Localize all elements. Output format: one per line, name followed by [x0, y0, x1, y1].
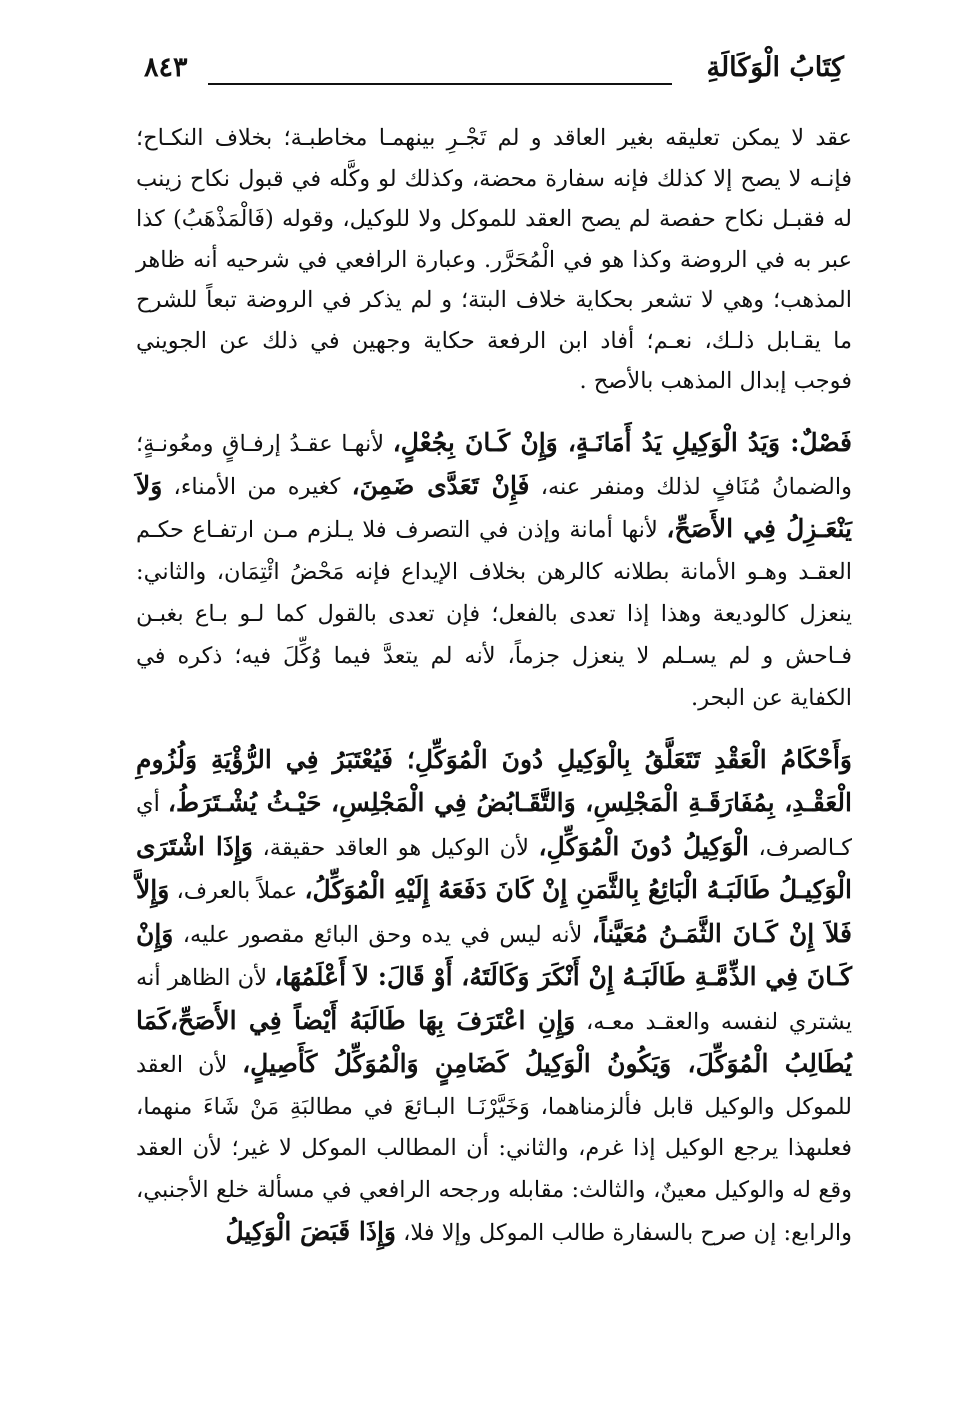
matn-text: وَإِلاَّ فَلاَ إِنْ كَـانَ الثَّمَـنُ مُعَيَّناً، [136, 875, 852, 948]
commentary-text: لأنه ليس في يده وحق البائع مقصور عليه، [173, 921, 592, 948]
commentary-text: عملاً بالعرف، [169, 878, 305, 904]
running-title: كِتَابُ الْوَكَالَةِ [706, 52, 844, 83]
matn-text: الْوَكِيلُ دُونَ الْمُوَكِّلِ، [538, 831, 749, 861]
body-text [136, 118, 852, 1255]
running-header [144, 50, 844, 90]
paragraph-3 [136, 739, 852, 1255]
matn-text: وَلاَ يَنْعَـزِلُ فِي الأَصَحِّ، [136, 470, 852, 543]
matn-text: وَإِذَا قَبَضَ الْوَكِيلُ [225, 1217, 396, 1246]
matn-text: فَإِنْ تَعَدَّى ضَمِنَ، [351, 470, 530, 500]
matn-text: وَإِنِ اعْتَرَفَ بِهَا طَالَبَهُ أَيْضاً فِي الأَصَحِّ،كَمَا يُطَالِبُ الْمُوَكِّلَ، وَيَكُونُ الْوَكِيلُ كَضَامِنٍ وَالْمُوَكِّلُ كَأَصِيلٍ، [136, 1005, 852, 1078]
page-number: ٨٤٣ [144, 52, 188, 83]
matn-text: فَصْلٌ: وَيَدُ الْوَكِيلِ يَدُ أَمَانَـةٍ، وَإِنْ كَـانَ بِجُعْلٍ، [392, 427, 852, 457]
commentary-text: عقد لا يمكن تعليقه بغير العاقد و لم تَجْـرِ بينهمـا مخاطبـة؛ بخلاف النكـاح؛ فإنـه لا يصح إلا كذلك فإنه سفارة محضة، وكذلك لو وكَّله في قبول نكاح زينب له فقبـل نكاح حفصة لم يصح العقد للموكل ولا للوكيل، وقوله (فَالْمَذْهَبُ) كذا عبر به في الروضة وكذا هو في الْمُحَرَّر. وعبارة الرافعي في شرحيه أنه ظاهر المذهب؛ وهي لا تشعر بحكاية خلاف البتة؛ و لم يذكر في الروضة تبعاً للشرح ما يقـابل ذلـك، نعـم؛ أفاد ابن الرفعة حكاية وجهين في ذلك عن الجويني فوجب إبدال المذهب بالأصح . [136, 125, 852, 394]
paragraph-2 [136, 422, 852, 719]
header-rule [208, 83, 672, 85]
commentary-text: لأنها أمانة وإذن في التصرف فلا يـلزم مـن ارتفـاع حكـم العقـد وهـو الأمانة بطلانه كالرهن بخلاف الإيداع فإنه مَحْضُ ائْتِمَان، والثاني: ينعزل كالوديعة وهذا إذا تعدى بالفعل؛ فإن تعدى بالقول كما لـو بـاع بغبـن فـاحش و لم يسـلم لا ينعزل جزماً، لأنه لم يتعدَّ فيما وُكِّلَ فيه؛ ذكره في الكفاية عن البحر. [136, 516, 852, 711]
commentary-text: لأن العقد للموكل والوكيل قابل فألزمناهما، وَخَيَّرْنَـا البـائعَ في مطالبَةِ مَنْ شَاءَ منهما، فعلىهذا يرجع الوكيل إذا غرم، والثاني: أن المطالب الموكل لا غير؛ لأن العقد وقع له والوكيل معينٌ، والثالث: مقابله ورجحه الرافعي في مسألة خلع الأجنبي، والرابع: إن صرح بالسفارة طالب الموكل وإلا فلا، [136, 1052, 852, 1246]
commentary-text: كغيره من الأمناء، [162, 473, 352, 500]
matn-text: وَإِنْ كَـانَ فِي الذِّمَّـةِ طَالَبَـهُ إِنْ أَنْكَرَ وَكَالَتَهُ، أَوْ قَالَ: لاَ أَعْلَمُهَا، [136, 918, 852, 991]
commentary-text: لأن الظاهر أنه يشتري لنفسه والعقـد معـه، [136, 965, 852, 1035]
matn-text: وَإِذَا اشْتَرَى الْوَكِيـلُ طَالَبَـهُ الْبَائِعُ بِالثَّمَنِ إِنْ كَانَ دَفَعَهُ إِلَيْهِ الْمُوَكِّلُ، [136, 831, 852, 904]
commentary-text: لأنهـا عقـدُ إرفـاقٍ ومعُونـةٍ؛ والضمانُ مُنَافٍ لذلك ومنفر عنه، [136, 430, 852, 500]
matn-text: وَأَحْكَامُ الْعَقْدِ تَتَعَلَّقُ بِالْوَكِيلِ دُونَ الْمُوَكِّلِ؛ فَيُعْتَبَرُ فِي الرُّؤْيَةِ وَلُزُومِ الْعَقْـدِ، بِمُفَارَقَـةِ الْمَجْلِسِ، وَالتَّقَـابُضُ فِي الْمَجْلِسِ، حَيْـثُ يُشْـتَرَطُ، [136, 744, 852, 817]
paragraph-1 [136, 118, 852, 402]
commentary-text: لأن الوكيل هو العاقد حقيقة، [252, 834, 539, 861]
commentary-text: أي كـالصرف، [136, 791, 852, 861]
